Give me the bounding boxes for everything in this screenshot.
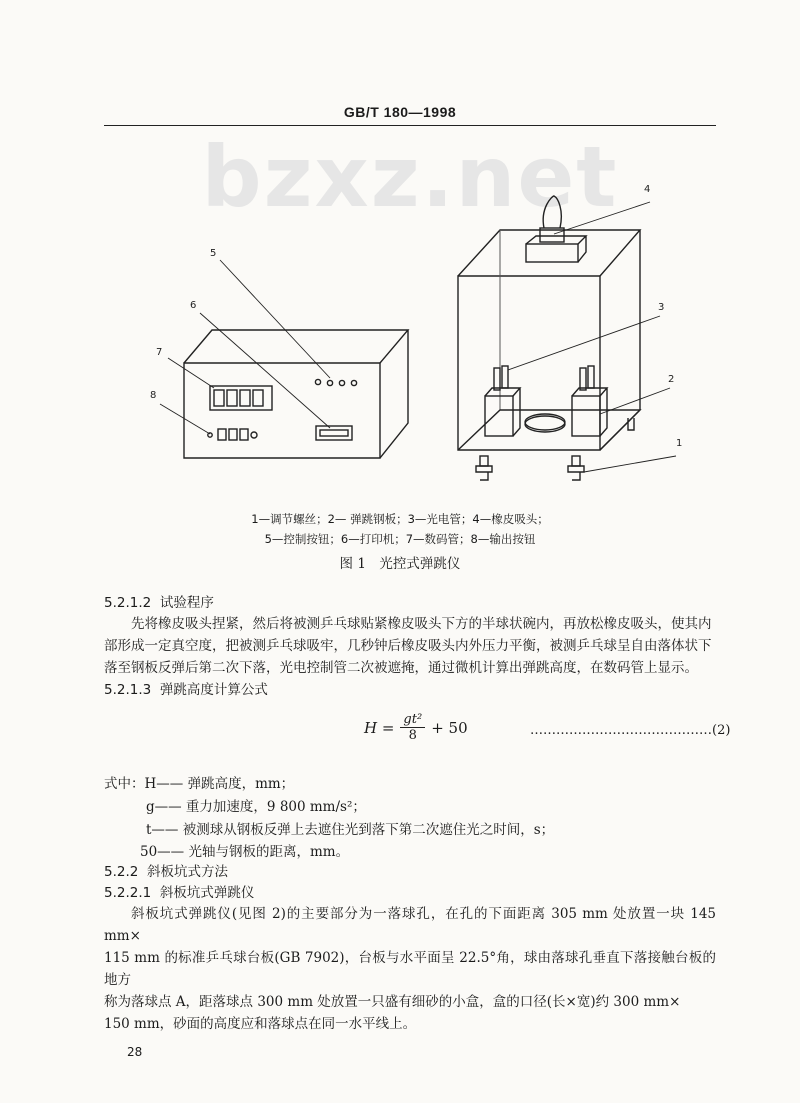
leader-4 <box>554 202 650 234</box>
section-title: 斜板坑式方法 <box>146 864 228 880</box>
suction-head-base <box>526 244 578 262</box>
figure-1-drawing <box>140 178 683 498</box>
section-number: 5.2.1.2 <box>104 595 152 611</box>
bounce-height-formula <box>364 712 468 743</box>
callout-8: 8 <box>150 390 157 401</box>
watermark: bzxz.net <box>201 128 619 226</box>
control-box-top <box>184 330 408 363</box>
frame-top <box>458 230 640 276</box>
callout-4: 4 <box>644 184 651 195</box>
callout-2: 2 <box>668 374 675 385</box>
paragraph-line: 150 mm，砂面的高度应和落球点在同一水平线上。 <box>104 1016 417 1032</box>
paragraph-inclined-board <box>104 903 716 1035</box>
section-title: 弹跳高度计算公式 <box>159 682 268 698</box>
section-5-2-2-heading <box>104 860 228 880</box>
formula-rhs: + 50 <box>431 718 468 737</box>
paragraph-line: 115 mm 的标准乒乓球台板(GB 7902)，台板与水平面呈 22.5°角，球由落球孔垂直下落接触台板的地方 <box>104 950 716 988</box>
paragraph-line: 部形成一定真空度，把被测乒乓球吸牢，几秒钟后橡皮吸头内外压力平衡，被测乒乓球呈自由落体状下 <box>104 638 712 654</box>
leader-1 <box>584 456 676 472</box>
figure-legend-line-2: 5—控制按钮；6—打印机；7—数码管；8—输出按钮 <box>264 532 536 546</box>
formula-lhs: H = <box>364 718 395 737</box>
photo-tube-left <box>485 396 513 436</box>
where-line-h: 式中：H—— 弹跳高度，mm； <box>104 776 295 792</box>
section-title: 试验程序 <box>159 595 214 611</box>
callout-5: 5 <box>210 248 217 259</box>
section-number: 5.2.2 <box>104 864 139 880</box>
section-5-2-1-3-heading <box>104 678 268 698</box>
paragraph-line: 先将橡皮吸头捏紧，然后将被测乒乓球贴紧橡皮吸头下方的半球状碗内，再放松橡皮吸头，使其内 <box>131 616 712 632</box>
where-line-50: 50—— 光轴与钢板的距离，mm。 <box>140 844 350 860</box>
where-line-g: g—— 重力加速度，9 800 mm/s²； <box>146 799 366 815</box>
callout-1: 1 <box>676 438 683 449</box>
callout-6: 6 <box>190 300 197 311</box>
paragraph-line: 落至钢板反弹后第二次下落，光电控制管二次被遮掩，通过微机计算出弹跳高度，在数码管上显示。 <box>104 660 698 676</box>
paragraph-line: 称为落球点 A，距落球点 300 mm 处放置一只盛有细砂的小盒，盒的口径(长×宽)约 300 mm× <box>104 994 681 1010</box>
leader-5 <box>220 260 330 378</box>
control-button <box>315 379 320 384</box>
photo-tube-right <box>572 396 600 436</box>
header-rule <box>104 125 716 126</box>
section-title: 斜板坑式弹跳仪 <box>159 885 255 901</box>
printer-slot <box>316 426 352 440</box>
formula-fraction <box>400 712 425 743</box>
paragraph-line: 斜板坑式弹跳仪(见图 2)的主要部分为一落球孔，在孔的下面距离 305 mm 处放置一块 145 mm× <box>104 906 716 944</box>
section-number: 5.2.2.1 <box>104 885 152 901</box>
adjust-screw-right <box>572 456 580 466</box>
equation-number: ……………………………………(2) <box>530 723 731 738</box>
paragraph-test-procedure <box>104 613 716 679</box>
figure-title: 图 1 光控式弹跳仪 <box>339 556 461 572</box>
section-5-2-1-2-heading <box>104 591 214 611</box>
callout-3: 3 <box>658 302 665 313</box>
formula-numerator: gt² <box>400 712 425 728</box>
callout-7: 7 <box>156 347 163 358</box>
standard-header: GB/T 180—1998 <box>343 104 457 120</box>
where-line-t: t—— 被测球从钢板反弹上去遮住光到落下第二次遮住光之时间，s； <box>146 822 555 838</box>
formula-denominator: 8 <box>408 728 417 743</box>
control-box-side <box>380 330 408 458</box>
page-number: 28 <box>127 1045 143 1059</box>
leader-8 <box>160 404 210 434</box>
figure-legend-line-1: 1—调节螺丝；2— 弹跳钢板；3—光电管；4—橡皮吸头； <box>251 512 549 526</box>
adjust-screw-left <box>480 456 488 466</box>
section-number: 5.2.1.3 <box>104 682 152 698</box>
frame-side <box>600 230 640 450</box>
section-5-2-2-1-heading <box>104 881 254 901</box>
leader-3 <box>508 316 660 370</box>
